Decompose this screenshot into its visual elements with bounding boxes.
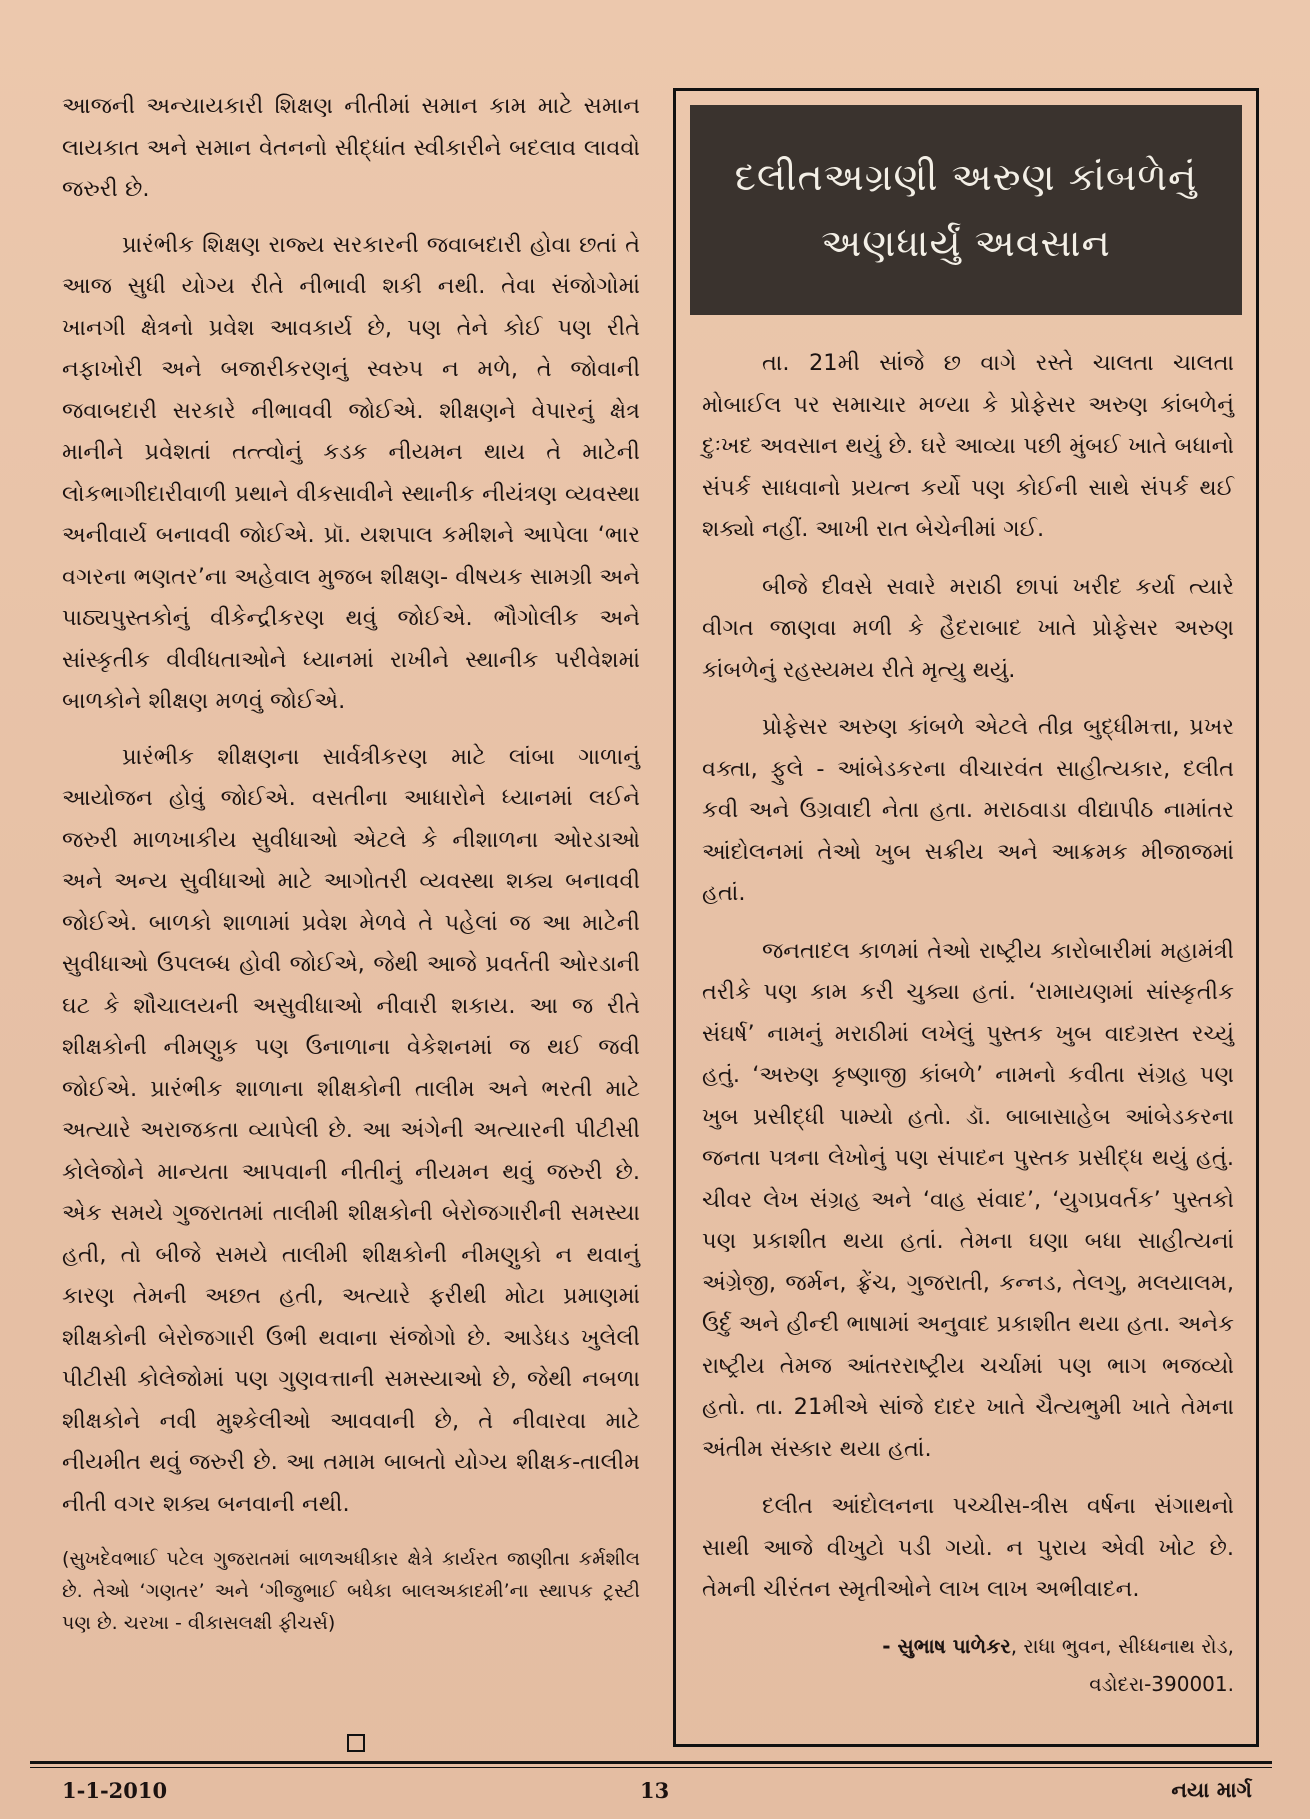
paragraph: પ્રોફેસર અરુણ કાંબળે એટલે તીવ્ર બુદ્ધીમત્તા, પ્રખર વક્તા, ફુલે - આંબેડકરના વીચારવંત સાહીત્યકાર, દલીત કવી અને ઉગ્રવાદી નેતા હતા. મરાઠવાડા વીદ્યાપીઠ નામાંતર આંદોલનમાં તેઓ ખુબ સક્રીય અને આક્રમક મીજાજમાં હતાં. [702, 714, 1234, 906]
paragraph: પ્રારંભીક શીક્ષણના સાર્વત્રીકરણ માટે લાંબા ગાળાનું આયોજન હોવું જોઈએ. વસતીના આધારોને ધ્યાનમાં લઈને જરુરી માળખાકીય સુવીધાઓ એટલે કે નીશાળના ઓરડાઓ અને અન્ય સુવીધાઓ માટે આગોતરી વ્યવસ્થા શક્ય બનાવવી જોઈએ. બાળકો શાળામાં પ્રવેશ મેળવે તે પહેલાં જ આ માટેની સુવીધાઓ ઉપલબ્ધ હોવી જોઈએ, જેથી આજે પ્રવર્તતી ઓરડાની ઘટ કે શૌચાલયની અસુવીધાઓ નીવારી શકાય. આ જ રીતે શીક્ષકોની નીમણુક પણ ઉનાળાના વેકેશનમાં જ થઈ જવી જોઈએ. પ્રારંભીક શાળાના શીક્ષકોની તાલીમ અને ભરતી માટે અત્યારે અરાજકતા વ્યાપેલી છે. આ અંગેની અત્યારની પીટીસી કોલેજોને માન્યતા આપવાની નીતીનું નીયમન થવું જરુરી છે. એક સમયે ગુજરાતમાં તાલીમી શીક્ષકોની બેરોજગારીની સમસ્યા હતી, તો બીજે સમયે તાલીમી શીક્ષકોની નીમણુકો ન થવાનું કારણ તેમની અછત હતી, અત્યારે ફરીથી મોટા પ્રમાણમાં શીક્ષકોની બેરોજગારી ઉભી થવાના સંજોગો છે. આડેધડ ખુલેલી પીટીસી કોલેજોમાં પણ ગુણવત્તાની સમસ્યાઓ છે, જેથી નબળા શીક્ષકોને નવી મુશ્કેલીઓ આવવાની છે, તે નીવારવા માટે નીયમીત થવું જરુરી છે. આ તમામ બાબતો યોગ્ય શીક્ષક-તાલીમ નીતી વગર શક્ય બનવાની નથી. [62, 743, 640, 1517]
obituary-body [702, 343, 1234, 1703]
paragraph: તા. 21મી સાંજે છ વાગે રસ્તે ચાલતા ચાલતા મોબાઈલ પર સમાચાર મળ્યા કે પ્રોફેસર અરુણ કાંબળેનું દુઃખદ અવસાન થયું છે. ઘરે આવ્યા પછી મુંબઈ ખાતે બધાનો સંપર્ક સાધવાનો પ્રયત્ન કર્યો પણ કોઈની સાથે સંપર્ક થઈ શક્યો નહીં. આખી રાત બેચેનીમાં ગઈ. [702, 350, 1234, 542]
headline-line-1: દલીતઅગ્રણી અરુણ કાંબળેનું [734, 155, 1198, 199]
footer-magazine-name: નયા માર્ગ [1171, 1778, 1252, 1802]
paragraph: પ્રારંભીક શિક્ષણ રાજ્ય સરકારની જવાબદારી હોવા છતાં તે આજ સુધી યોગ્ય રીતે નીભાવી શકી નથી. તેવા સંજોગોમાં ખાનગી ક્ષેત્રનો પ્રવેશ આવકાર્ય છે, પણ તેને કોઈ પણ રીતે નફાખોરી અને બજારીકરણનું સ્વરુપ ન મળે, તે જોવાની જવાબદારી સરકારે નીભાવવી જોઈએ. શીક્ષણને વેપારનું ક્ષેત્ર માનીને પ્રવેશતાં તત્ત્વોનું કડક નીયમન થાય તે માટેની લોકભાગીદારીવાળી પ્રથાને વીકસાવીને સ્થાનીક નીયંત્રણ વ્યવસ્થા અનીવાર્ય બનાવવી જોઈએ. પ્રૉ. યશપાલ કમીશને આપેલા ‘ભાર વગરના ભણતર’ના અહેવાલ મુજબ શીક્ષણ- વીષયક સામગ્રી અને પાઠ્યપુસ્તકોનું વીકેન્દ્રીકરણ થવું જોઈએ. ભૌગોલીક અને સાંસ્કૃતીક વીવીધતાઓને ધ્યાનમાં રાખીને સ્થાનીક પરીવેશમાં બાળકોને શીક્ષણ મળવું જોઈએ. [62, 231, 640, 714]
signature-address-1: , રાધા ભુવન, સીધ્ધનાથ રોડ, [1010, 1633, 1234, 1658]
obituary-box [673, 88, 1259, 1747]
footer-date: 1-1-2010 [62, 1778, 168, 1803]
footer-page-number: 13 [640, 1778, 670, 1803]
footer-rule-thin [30, 1767, 1272, 1768]
paragraph: બીજે દીવસે સવારે મરાઠી છાપાં ખરીદ કર્યા ત્યારે વીગત જાણવા મળી કે હૈદરાબાદ ખાતે પ્રોફેસર અરુણ કાંબળેનું રહસ્યમય રીતે મૃત્યુ થયું. [702, 573, 1234, 683]
signature-address-2: વડોદરા-390001. [1089, 1671, 1234, 1696]
left-column-article-end [62, 86, 640, 1639]
obituary-headline [690, 105, 1242, 315]
signature [702, 1627, 1234, 1703]
article-end-mark [347, 1734, 365, 1752]
signature-name: - સુભાષ પાળેકર [882, 1633, 1011, 1658]
paragraph: દલીત આંદોલનના પચ્ચીસ-ત્રીસ વર્ષના સંગાથનો સાથી આજે વીખુટો પડી ગયો. ન પુરાય એવી ખોટ છે. તેમની ચીરંતન સ્મૃતીઓને લાખ લાખ અભીવાદન. [702, 1493, 1234, 1602]
author-note: (સુખદેવભાઈ પટેલ ગુજરાતમાં બાળઅધીકાર ક્ષેત્રે કાર્યરત જાણીતા કર્મશીલ છે. તેઓ ‘ગણતર’ અને ‘ગીજુભાઈ બધેકા બાલઅકાદમી’ના સ્થાપક ટ્રસ્ટી પણ છે. ચરખા - વીકાસલક્ષી ફીચર્સ) [62, 1548, 640, 1634]
paragraph: આજની અન્યાયકારી શિક્ષણ નીતીમાં સમાન કામ માટે સમાન લાયકાત અને સમાન વેતનનો સીદ્ધાંત સ્વીકારીને બદલાવ લાવવો જરુરી છે. [62, 93, 640, 202]
headline-line-2: અણધાર્યું અવસાન [821, 221, 1111, 265]
paragraph: જનતાદલ કાળમાં તેઓ રાષ્ટ્રીય કારોબારીમાં મહામંત્રી તરીકે પણ કામ કરી ચુક્યા હતાં. ‘રામાયણમાં સાંસ્કૃતીક સંઘર્ષ’ નામનું મરાઠીમાં લખેલું પુસ્તક ખુબ વાદગ્રસ્ત રચ્યું હતું. ‘અરુણ કૃષ્ણાજી કાંબળે’ નામનો કવીતા સંગ્રહ પણ ખુબ પ્રસીદ્ધી પામ્યો હતો. ડૉ. બાબાસાહેબ આંબેડકરના જનતા પત્રના લેખોનું પણ સંપાદન પુસ્તક પ્રસીદ્ધ થયું હતું. ચીવર લેખ સંગ્રહ અને ‘વાહ સંવાદ’, ‘યુગપ્રવર્તક’ પુસ્તકો પણ પ્રકાશીત થયા હતાં. તેમના ઘણા બધા સાહીત્યનાં અંગ્રેજી, જર્મન, ફ્રેંચ, ગુજરાતી, કન્નડ, તેલગુ, મલયાલમ, ઉર્દુ અને હીન્દી ભાષામાં અનુવાદ પ્રકાશીત થયા હતા. અનેક રાષ્ટ્રીય તેમજ આંતરરાષ્ટ્રીય ચર્ચામાં પણ ભાગ ભજવ્યો હતો. તા. 21મીએ સાંજે દાદર ખાતે ચૈત્યભુમી ખાતે તેમના અંતીમ સંસ્કાર થયા હતાં. [702, 937, 1234, 1462]
footer-rule [30, 1761, 1272, 1764]
